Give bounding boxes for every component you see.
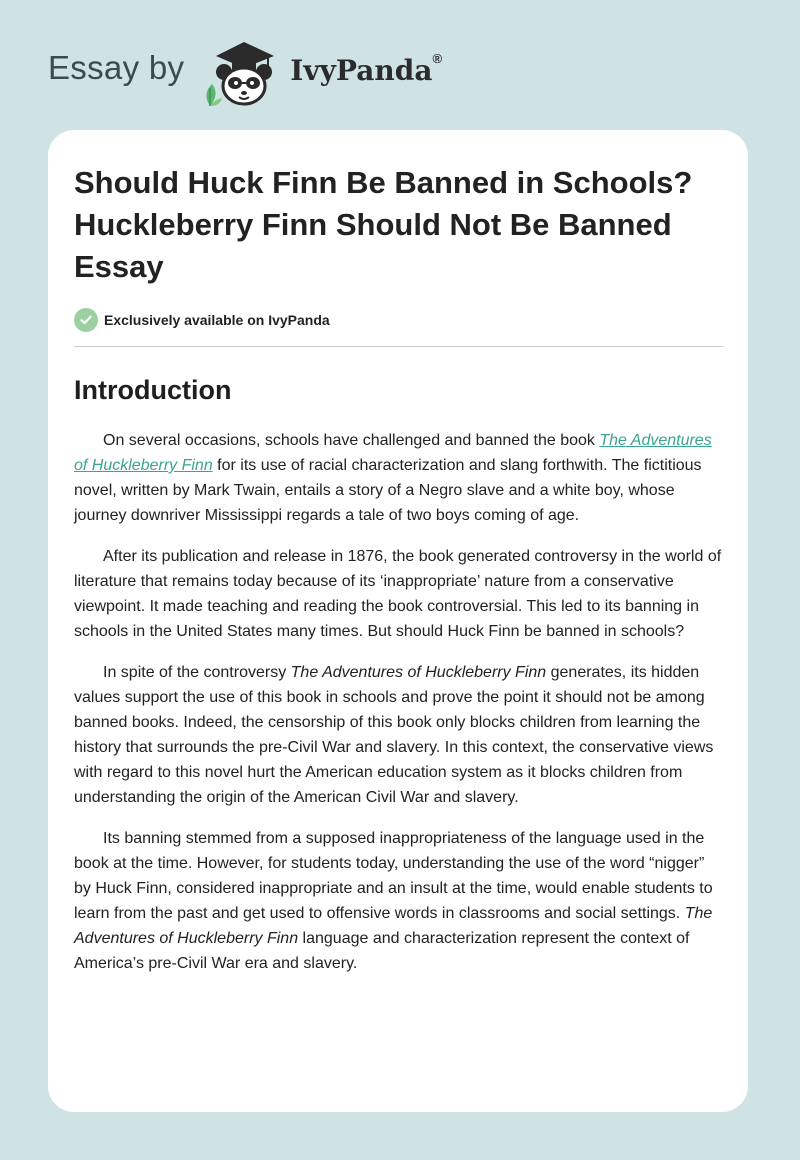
brand-name[interactable]: IvyPanda® bbox=[290, 51, 443, 87]
book-title-italic: The Adventures of Huckleberry Finn bbox=[74, 905, 713, 947]
page-title: Should Huck Finn Be Banned in Schools? Huckleberry Finn Should Not Be Banned Essay bbox=[74, 165, 693, 284]
site-header bbox=[48, 36, 442, 108]
check-icon bbox=[74, 308, 98, 332]
exclusive-badge bbox=[74, 308, 722, 332]
paragraph: On several occasions, schools have challenged and banned the book The Adventures of Huckleberry Finn for its use of racial characterization and slang forthwith. The fictitious novel, written by Mark Twain, entails a story of a Negro slave and a white boy, whose journey downriver Mississippi regards a tale of two boys coming of age. bbox=[74, 432, 712, 524]
divider bbox=[74, 346, 723, 347]
essay-by-label: Essay by bbox=[48, 49, 185, 86]
paragraph: After its publication and release in 1876, the book generated controversy in the world of literature that remains today because of its ‘inappropriate’ nature from a conservative viewpoint. It made teaching and reading the book controversial. This led to its banning in schools in the United States many times. But should Huck Finn be banned in schools? bbox=[74, 548, 722, 640]
book-title-italic: The Adventures of Huckleberry Finn bbox=[290, 664, 547, 681]
paragraph: Its banning stemmed from a supposed inappropriateness of the language used in the book at the time. However, for students today, understanding the use of the word “nigger” by Huck Finn, considered inappropriate and an insult at the time, would enable students to learn from the past and get used to offensive words in classrooms and social settings. The Adventures of Huckleberry Finn language and characterization represent the context of America’s pre-Civil War era and slavery. bbox=[74, 830, 713, 972]
registered-mark: ® bbox=[432, 51, 443, 67]
section-heading: Introduction bbox=[74, 375, 232, 405]
exclusive-label: Exclusively available on IvyPanda bbox=[104, 312, 330, 328]
panda-graduate-icon bbox=[198, 36, 284, 108]
paragraph: In spite of the controversy The Adventures of Huckleberry Finn generates, its hidden values support the use of this book in schools and prove the point it should not be among banned books. Indeed, the censorship of this book only blocks children from learning the history that surrounds the pre-Civil War and slavery. In this context, the conservative views with regard to this novel hurt the American education system as it blocks children from understanding the origin of the American Civil War and slavery. bbox=[74, 664, 714, 806]
book-link[interactable]: The Adventures of Huckleberry Finn bbox=[74, 432, 712, 474]
article-card bbox=[48, 130, 748, 1112]
